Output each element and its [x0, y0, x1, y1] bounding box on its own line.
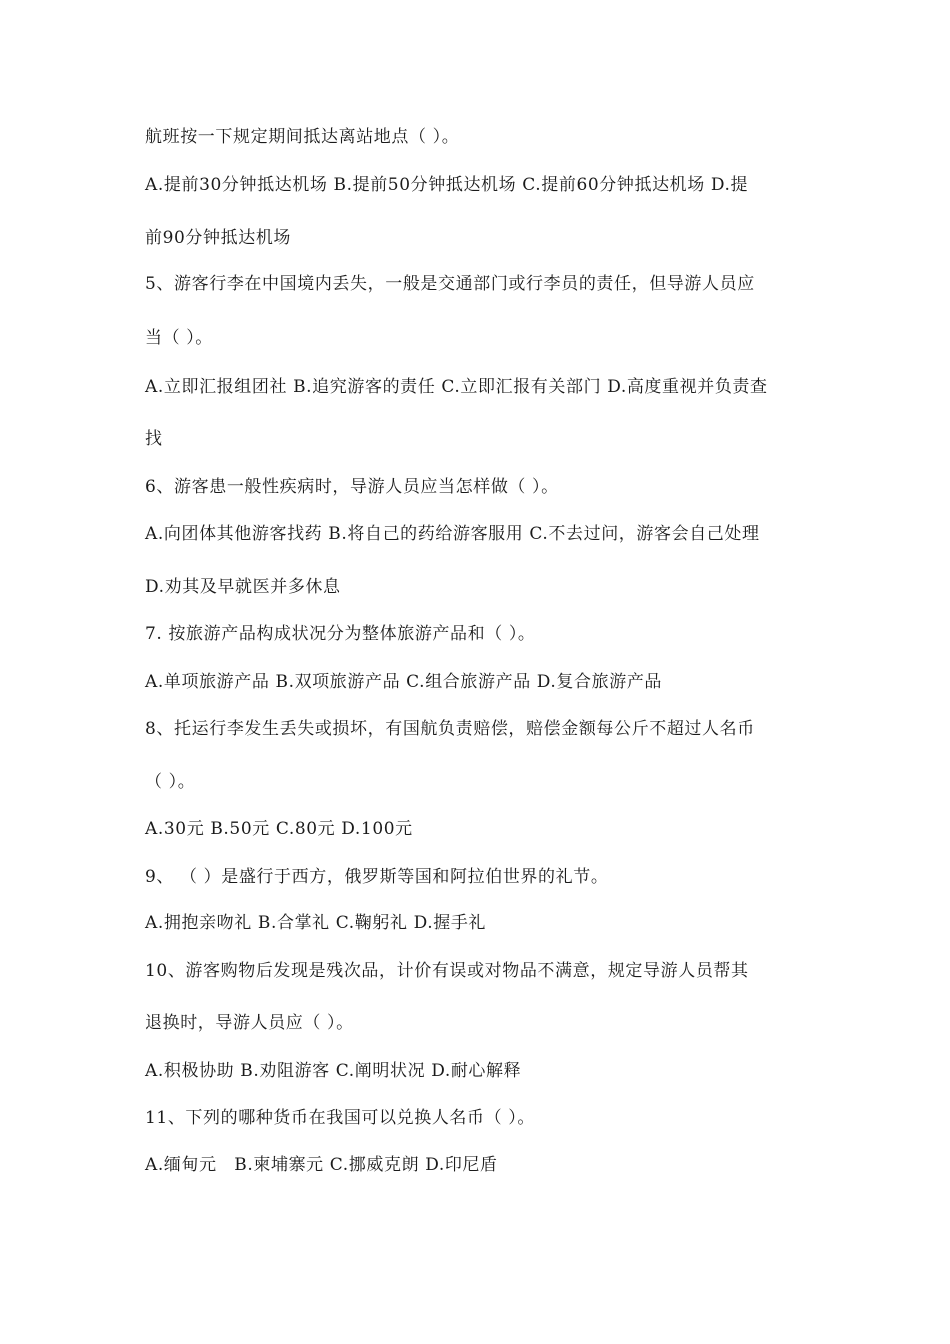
text-line: 8、托运行李发生丢失或损坏，有国航负责赔偿，赔偿金额每公斤不超过人名币 — [145, 719, 755, 739]
text-line: 找 — [145, 429, 163, 449]
text-line: 6、游客患一般性疾病时，导游人员应当怎样做（ ）。 — [145, 477, 559, 497]
text-line: 当（ ）。 — [145, 328, 213, 348]
text-line: A.30元 B.50元 C.80元 D.100元 — [145, 819, 413, 839]
text-line: A.缅甸元 B.柬埔寨元 C.挪威克朗 D.印尼盾 — [145, 1155, 498, 1175]
text-line: 10、游客购物后发现是残次品，计价有误或对物品不满意，规定导游人员帮其 — [145, 961, 749, 981]
text-line: 7. 按旅游产品构成状况分为整体旅游产品和（ ）。 — [145, 624, 536, 644]
text-line: A.拥抱亲吻礼 B.合掌礼 C.鞠躬礼 D.握手礼 — [145, 913, 487, 933]
text-line: 退换时，导游人员应（ ）。 — [145, 1013, 354, 1033]
text-line: 前90分钟抵达机场 — [145, 228, 292, 248]
text-line: A.立即汇报组团社 B.追究游客的责任 C.立即汇报有关部门 D.高度重视并负责查 — [145, 377, 768, 397]
text-line: A.积极协助 B.劝阻游客 C.阐明状况 D.耐心解释 — [145, 1061, 522, 1081]
text-line: A.单项旅游产品 B.双项旅游产品 C.组合旅游产品 D.复合旅游产品 — [145, 672, 663, 692]
text-line: A.提前30分钟抵达机场 B.提前50分钟抵达机场 C.提前60分钟抵达机场 D.提 — [145, 175, 749, 195]
text-line: A.向团体其他游客找药 B.将自己的药给游客服用 C.不去过问，游客会自己处理 — [145, 524, 760, 544]
text-line: 11、下列的哪种货币在我国可以兑换人名币（ ）。 — [145, 1108, 535, 1128]
text-line: （ ）。 — [145, 772, 196, 792]
text-line: D.劝其及早就医并多休息 — [145, 577, 341, 597]
text-line: 5、游客行李在中国境内丢失，一般是交通部门或行李员的责任，但导游人员应 — [145, 274, 755, 294]
text-line: 航班按一下规定期间抵达离站地点（ ）。 — [145, 127, 460, 147]
text-line: 9、 （ ）是盛行于西方，俄罗斯等国和阿拉伯世界的礼节。 — [145, 867, 609, 887]
